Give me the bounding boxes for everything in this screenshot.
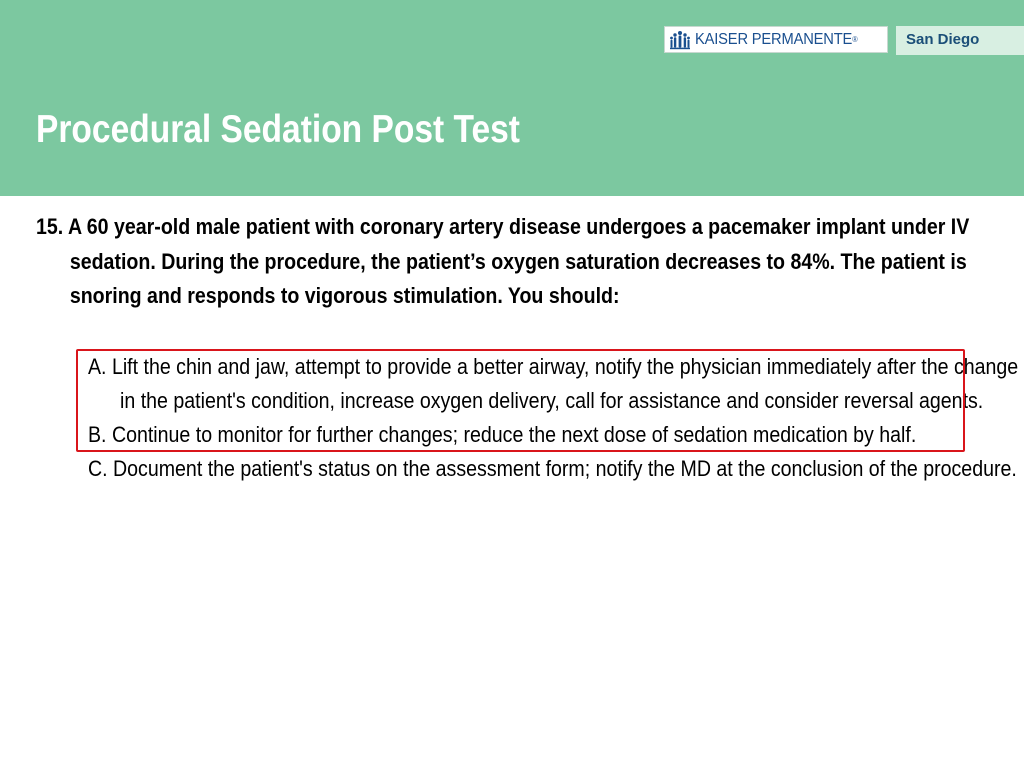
kaiser-logo-icon [669, 30, 691, 50]
option-a: A. Lift the chin and jaw, attempt to provide a better airway, notify the physician immediately after the change in the patient's condition, increase oxygen delivery, call for assistance and consider reversal agents. [88, 354, 1019, 413]
header-banner [0, 0, 1024, 196]
slide-title: Procedural Sedation Post Test [36, 108, 520, 151]
correct-answer-highlight-box [76, 349, 965, 452]
question-number: 15. [36, 214, 64, 239]
logo-text: KAISER PERMANENTE® [695, 31, 858, 48]
question-content [36, 210, 1019, 481]
kaiser-permanente-logo [664, 26, 888, 53]
option-b: B. Continue to monitor for further changes; reduce the next dose of sedation medication by half. [88, 422, 917, 447]
region-badge [896, 26, 1024, 55]
question-stem [36, 210, 1024, 314]
option-c: C. Document the patient's status on the assessment form; notify the MD at the conclusion of the procedure. [88, 456, 1017, 481]
region-label: San Diego [906, 31, 980, 48]
question-text: A 60 year-old male patient with coronary artery disease undergoes a pacemaker implant under IV sedation. During the procedure, the patient’s oxygen saturation decreases to 84%. The patient is snoring and responds to vigorous stimulation. You should: [67, 214, 970, 308]
